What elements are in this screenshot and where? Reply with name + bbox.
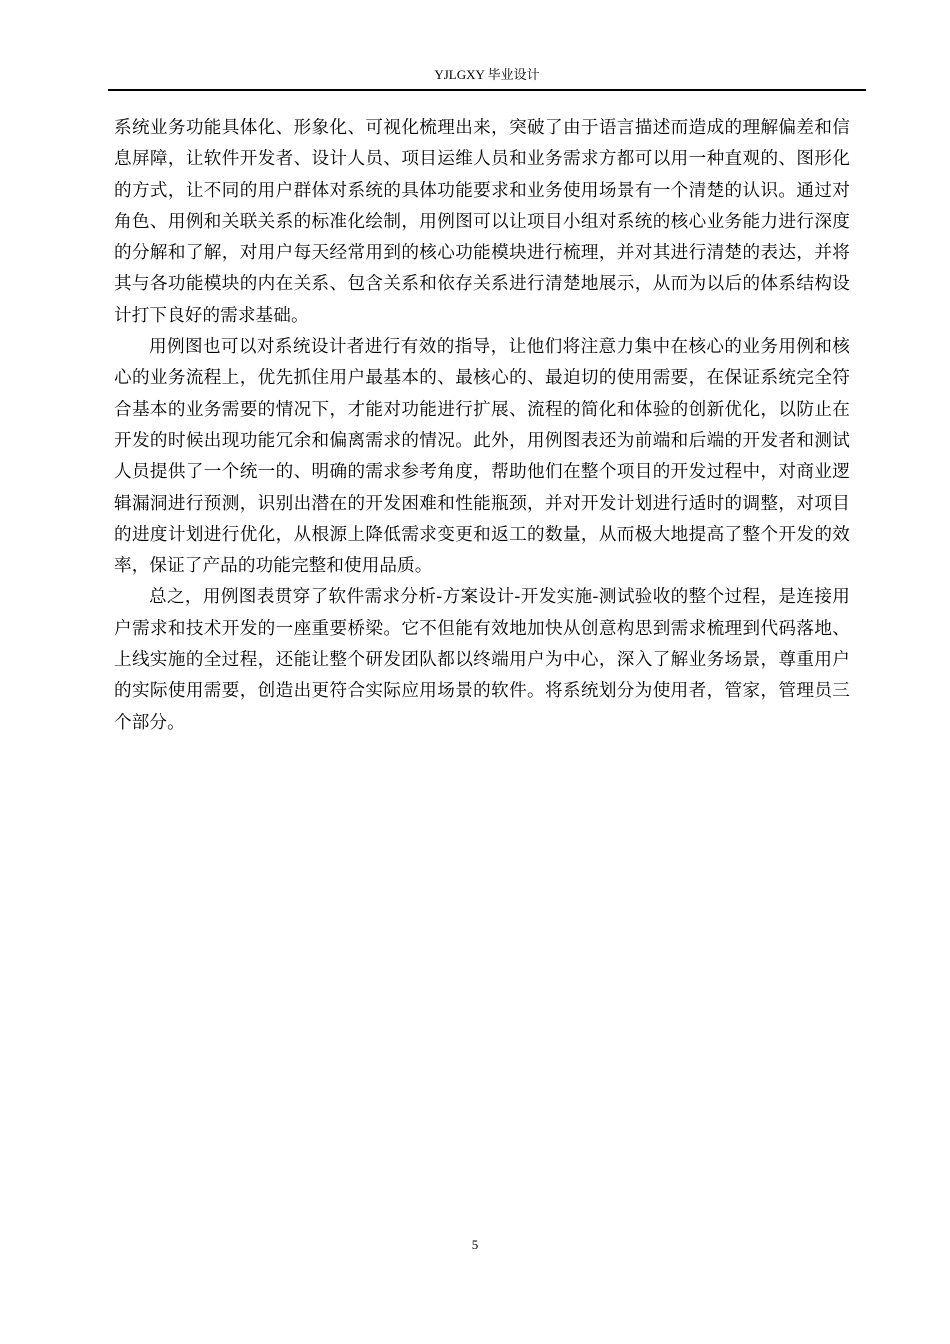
header-rule <box>108 89 866 91</box>
page-header: YJLGXY 毕业设计 <box>434 67 540 82</box>
paragraph-1: 系统业务功能具体化、形象化、可视化梳理出来，突破了由于语言描述而造成的理解偏差和信息屏障，让软件开发者、设计人员、项目运维人员和业务需求方都可以用一种直观的、图形化的方式，让不同的用户群体对系统的具体功能要求和业务使用场景有一个清楚的认识。通过对角色、用例和关联关系的标准化绘制，用例图可以让项目小组对系统的核心业务能力进行深度的分解和了解，对用户每天经常用到的核心功能模块进行梳理，并对其进行清楚的表达，并将其与各功能模块的内在关系、包含关系和依存关系进行清楚地展示，从而为以后的体系结构设计打下良好的需求基础。 <box>114 118 850 326</box>
paragraph-2: 用例图也可以对系统设计者进行有效的指导，让他们将注意力集中在核心的业务用例和核心的业务流程上，优先抓住用户最基本的、最核心的、最迫切的使用需要，在保证系统完全符合基本的业务需要的情况下，才能对功能进行扩展、流程的简化和体验的创新优化，以防止在开发的时候出现功能冗余和偏离需求的情况。此外，用例图表还为前端和后端的开发者和测试人员提供了一个统一的、明确的需求参考角度，帮助他们在整个项目的开发过程中，对商业逻辑漏洞进行预测，识别出潜在的开发困难和性能瓶颈，并对开发计划进行适时的调整，对项目的进度计划进行优化，从根源上降低需求变更和返工的数量，从而极大地提高了整个开发的效率，保证了产品的功能完整和使用品质。 <box>114 337 850 577</box>
body-text <box>114 113 850 739</box>
paragraph-3: 总之，用例图表贯穿了软件需求分析-方案设计-开发实施-测试验收的整个过程，是连接用户需求和技术开发的一座重要桥梁。它不但能有效地加快从创意构思到需求梳理到代码落地、上线实施的全过程，还能让整个研发团队都以终端用户为中心，深入了解业务场景，尊重用户的实际使用需要，创造出更符合实际应用场景的软件。将系统划分为使用者，管家，管理员三个部分。 <box>114 587 850 733</box>
page-number: 5 <box>471 1237 479 1252</box>
